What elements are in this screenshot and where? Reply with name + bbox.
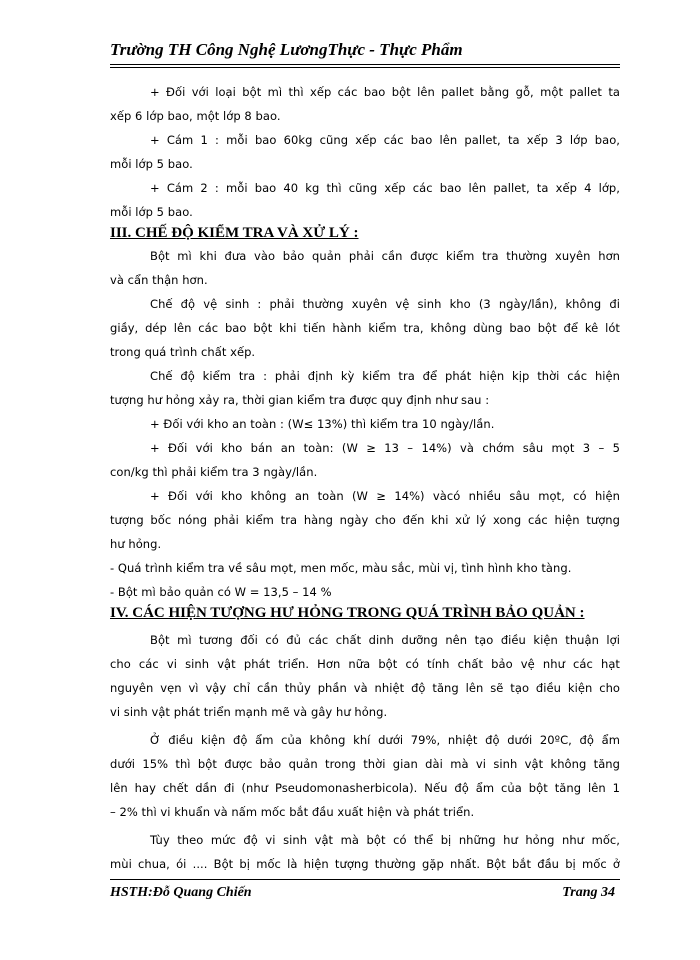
body-line: + Cám 2 : mỗi bao 40 kg thì cũng xếp các bao lên pallet, ta xếp 4 lớp, — [150, 181, 620, 195]
body-line: cho các vi sinh vật phát triển. Hơn nữa bột có tính chất bảo vệ như các hạt — [110, 657, 620, 671]
body-line: – 2% thì vi khuẩn và nấm mốc bắt đầu xuất hiện và phát triển. — [110, 805, 475, 819]
body-line: Chế độ vệ sinh : phải thường xuyên vệ sinh kho (3 ngày/lần), không đi — [150, 297, 620, 311]
body-line: xếp 6 lớp bao, một lớp 8 bao. — [110, 109, 281, 123]
body-line: vi sinh vật phát triển mạnh mẽ và gây hư hỏng. — [110, 705, 388, 719]
body-line: Tùy theo mức độ vi sinh vật mà bột có thể bị những hư hỏng như mốc, — [150, 833, 620, 847]
body-line: mỗi lớp 5 bao. — [110, 205, 193, 219]
body-line: + Đối với kho an toàn : (W≤ 13%) thì kiểm tra 10 ngày/lần. — [150, 417, 495, 431]
body-line: mùi chua, ói .... Bột bị mốc là hiện tượng thường gặp nhất. Bột bắt đầu bị mốc ở — [110, 857, 620, 871]
body-line: + Đối với kho không an toàn (W ≥ 14%) vàcó nhiều sâu mọt, có hiện — [150, 489, 620, 503]
body-line: và cẩn thận hơn. — [110, 273, 208, 287]
footer-page-number: Trang 34 — [562, 885, 615, 900]
body-line: Bột mì tương đối có đủ các chất dinh dưỡng nên tạo điều kiện thuận lợi — [150, 633, 620, 647]
body-line: + Đối với kho bán an toàn: (W ≥ 13 – 14%) và chớm sâu mọt 3 – 5 — [150, 441, 620, 455]
body-line: mỗi lớp 5 bao. — [110, 157, 193, 171]
body-line: + Đối với loại bột mì thì xếp các bao bột lên pallet bằng gỗ, một pallet ta — [150, 85, 620, 99]
footer-rule — [110, 879, 620, 880]
footer-author: HSTH:Đỗ Quang Chiến — [110, 885, 252, 900]
body-line: Ở điều kiện độ ẩm của không khí dưới 79%, nhiệt độ dưới 20ºC, độ ẩm — [150, 733, 620, 747]
body-line: Chế độ kiểm tra : phải định kỳ kiểm tra để phát hiện kịp thời các hiện — [150, 369, 620, 383]
body-line: giầy, dép lên các bao bột khi tiến hành kiểm tra, không dùng bao bột để kê lót — [110, 321, 620, 335]
header-title: Trường TH Công Nghệ LươngThực - Thực Phẩm — [110, 40, 463, 59]
body-line: tượng hư hỏng xảy ra, thời gian kiểm tra được quy định như sau : — [110, 393, 490, 407]
body-line: lên hay chết dần đi (như Pseudomonasherbicola). Nếu độ ẩm của bột tăng lên 1 — [110, 781, 620, 795]
body-line: nguyên vẹn vì vậy chỉ cần thủy phần và nhiệt độ tăng lên sẽ tạo điều kiện cho — [110, 681, 620, 695]
section-heading-iv: IV. CÁC HIỆN TƯỢNG HƯ HỎNG TRONG QUÁ TRÌNH BẢO QUẢN : — [110, 605, 585, 621]
body-line: + Cám 1 : mỗi bao 60kg cũng xếp các bao lên pallet, ta xếp 3 lớp bao, — [150, 133, 620, 147]
header-rule-double — [110, 67, 620, 68]
section-heading-iii: III. CHẾ ĐỘ KIỂM TRA VÀ XỬ LÝ : — [110, 225, 359, 241]
body-line: trong quá trình chất xếp. — [110, 345, 256, 359]
body-line: hư hỏng. — [110, 537, 162, 551]
body-line: Bột mì khi đưa vào bảo quản phải cần được kiểm tra thường xuyên hơn — [150, 249, 620, 263]
body-line: - Quá trình kiểm tra về sâu mọt, men mốc, màu sắc, mùi vị, tình hình kho tàng. — [110, 561, 572, 575]
body-line: - Bột mì bảo quản có W = 13,5 – 14 % — [110, 585, 332, 599]
body-line: con/kg thì phải kiểm tra 3 ngày/lần. — [110, 465, 318, 479]
body-line: tượng bốc nóng phải kiểm tra hàng ngày cho đến khi xử lý xong các hiện tượng — [110, 513, 620, 527]
body-line: dưới 15% thì bột được bảo quản trong thời gian dài mà vi sinh vật không tăng — [110, 757, 620, 771]
header-rule — [110, 64, 620, 65]
